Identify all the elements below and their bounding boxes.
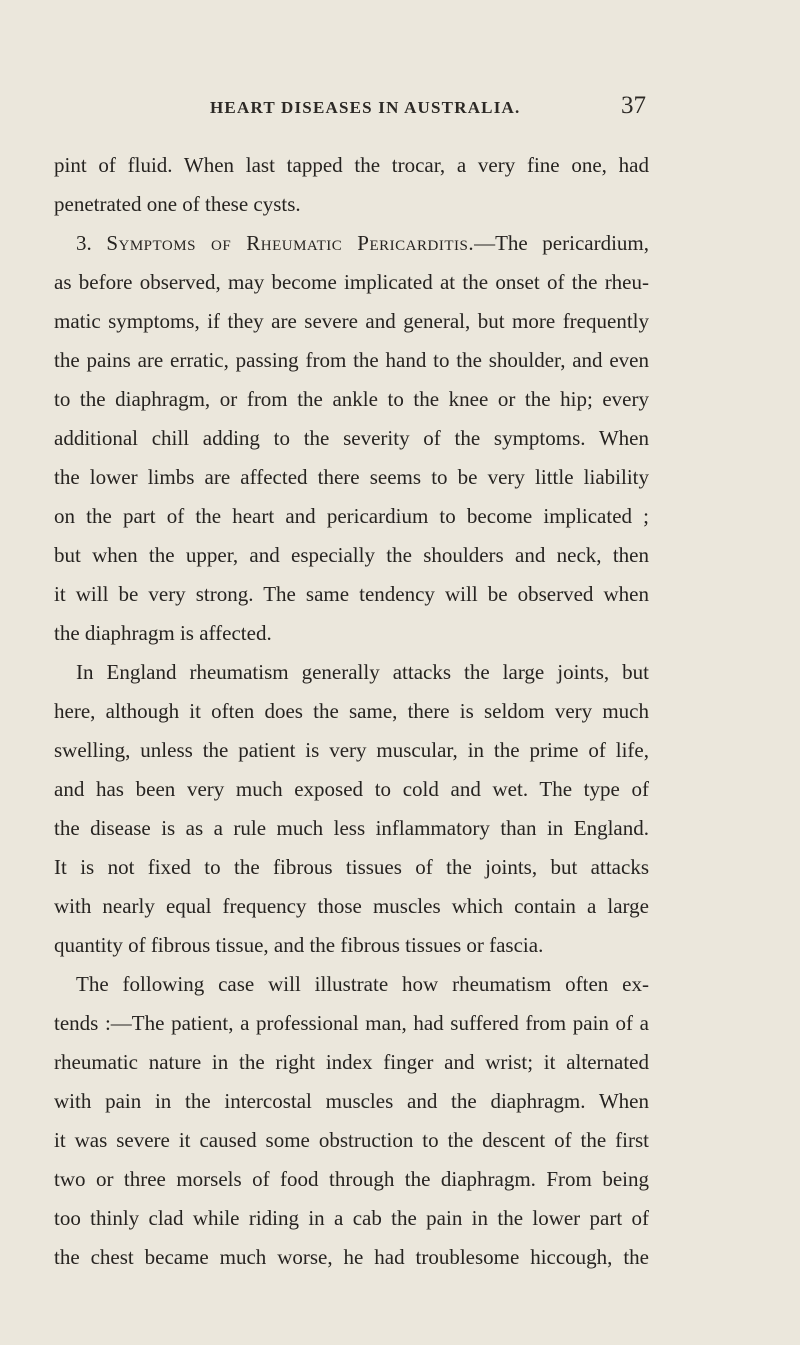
text-line: the lower limbs are affected there seems to be very little liability [54,465,649,489]
text-line: with nearly equal frequency those muscles which contain a large [54,894,649,918]
text-line: swelling, unless the patient is very muscular, in the prime of life, [54,738,649,762]
text-line: as before observed, may become implicated at the onset of the rheu- [54,270,649,294]
section-heading: Symptoms of Rheumatic Pericarditis. [106,231,475,255]
text-line: and has been very much exposed to cold and wet. The type of [54,777,649,801]
page-number: 37 [621,92,646,119]
text-line: it will be very strong. The same tendency will be observed when [54,582,649,606]
text-line: but when the upper, and especially the shoulders and neck, then [54,543,649,567]
text-line: It is not fixed to the fibrous tissues of the joints, but attacks [54,855,649,879]
text-line: it was severe it caused some obstruction to the descent of the first [54,1128,649,1152]
text-line: to the diaphragm, or from the ankle to the knee or the hip; every [54,387,649,411]
section-number: 3. [76,231,92,255]
text-line: the chest became much worse, he had troublesome hiccough, the [54,1245,649,1269]
text-line-fragment: —The pericardium, [474,231,649,255]
text-line: on the part of the heart and pericardium to become implicated ; [54,504,649,528]
text-line: In England rheumatism generally attacks the large joints, but [76,660,649,684]
text-line: the diaphragm is affected. [54,621,272,645]
text-line: additional chill adding to the severity of the symptoms. When [54,426,649,450]
section-heading-line [54,224,649,263]
text-line: the pains are erratic, passing from the hand to the shoulder, and even [54,348,649,372]
text-line: rheumatic nature in the right index finger and wrist; it alternated [54,1050,649,1074]
text-line: with pain in the intercostal muscles and the diaphragm. When [54,1089,649,1113]
text-line: quantity of fibrous tissue, and the fibrous tissues or fascia. [54,933,544,957]
text-line: too thinly clad while riding in a cab the pain in the lower part of [54,1206,649,1230]
text-line: two or three morsels of food through the diaphragm. From being [54,1167,649,1191]
body-text [54,146,649,1277]
text-line: penetrated one of these cysts. [54,192,301,216]
text-line: here, although it often does the same, there is seldom very much [54,699,649,723]
text-line: pint of fluid. When last tapped the trocar, a very fine one, had [54,153,649,177]
text-line: the disease is as a rule much less inflammatory than in England. [54,816,649,840]
running-head: HEART DISEASES IN AUSTRALIA. [210,98,521,117]
text-line: The following case will illustrate how rheumatism often ex- [76,972,649,996]
text-line: tends :—The patient, a professional man, had suffered from pain of a [54,1011,649,1035]
text-line: matic symptoms, if they are severe and general, but more frequently [54,309,649,333]
